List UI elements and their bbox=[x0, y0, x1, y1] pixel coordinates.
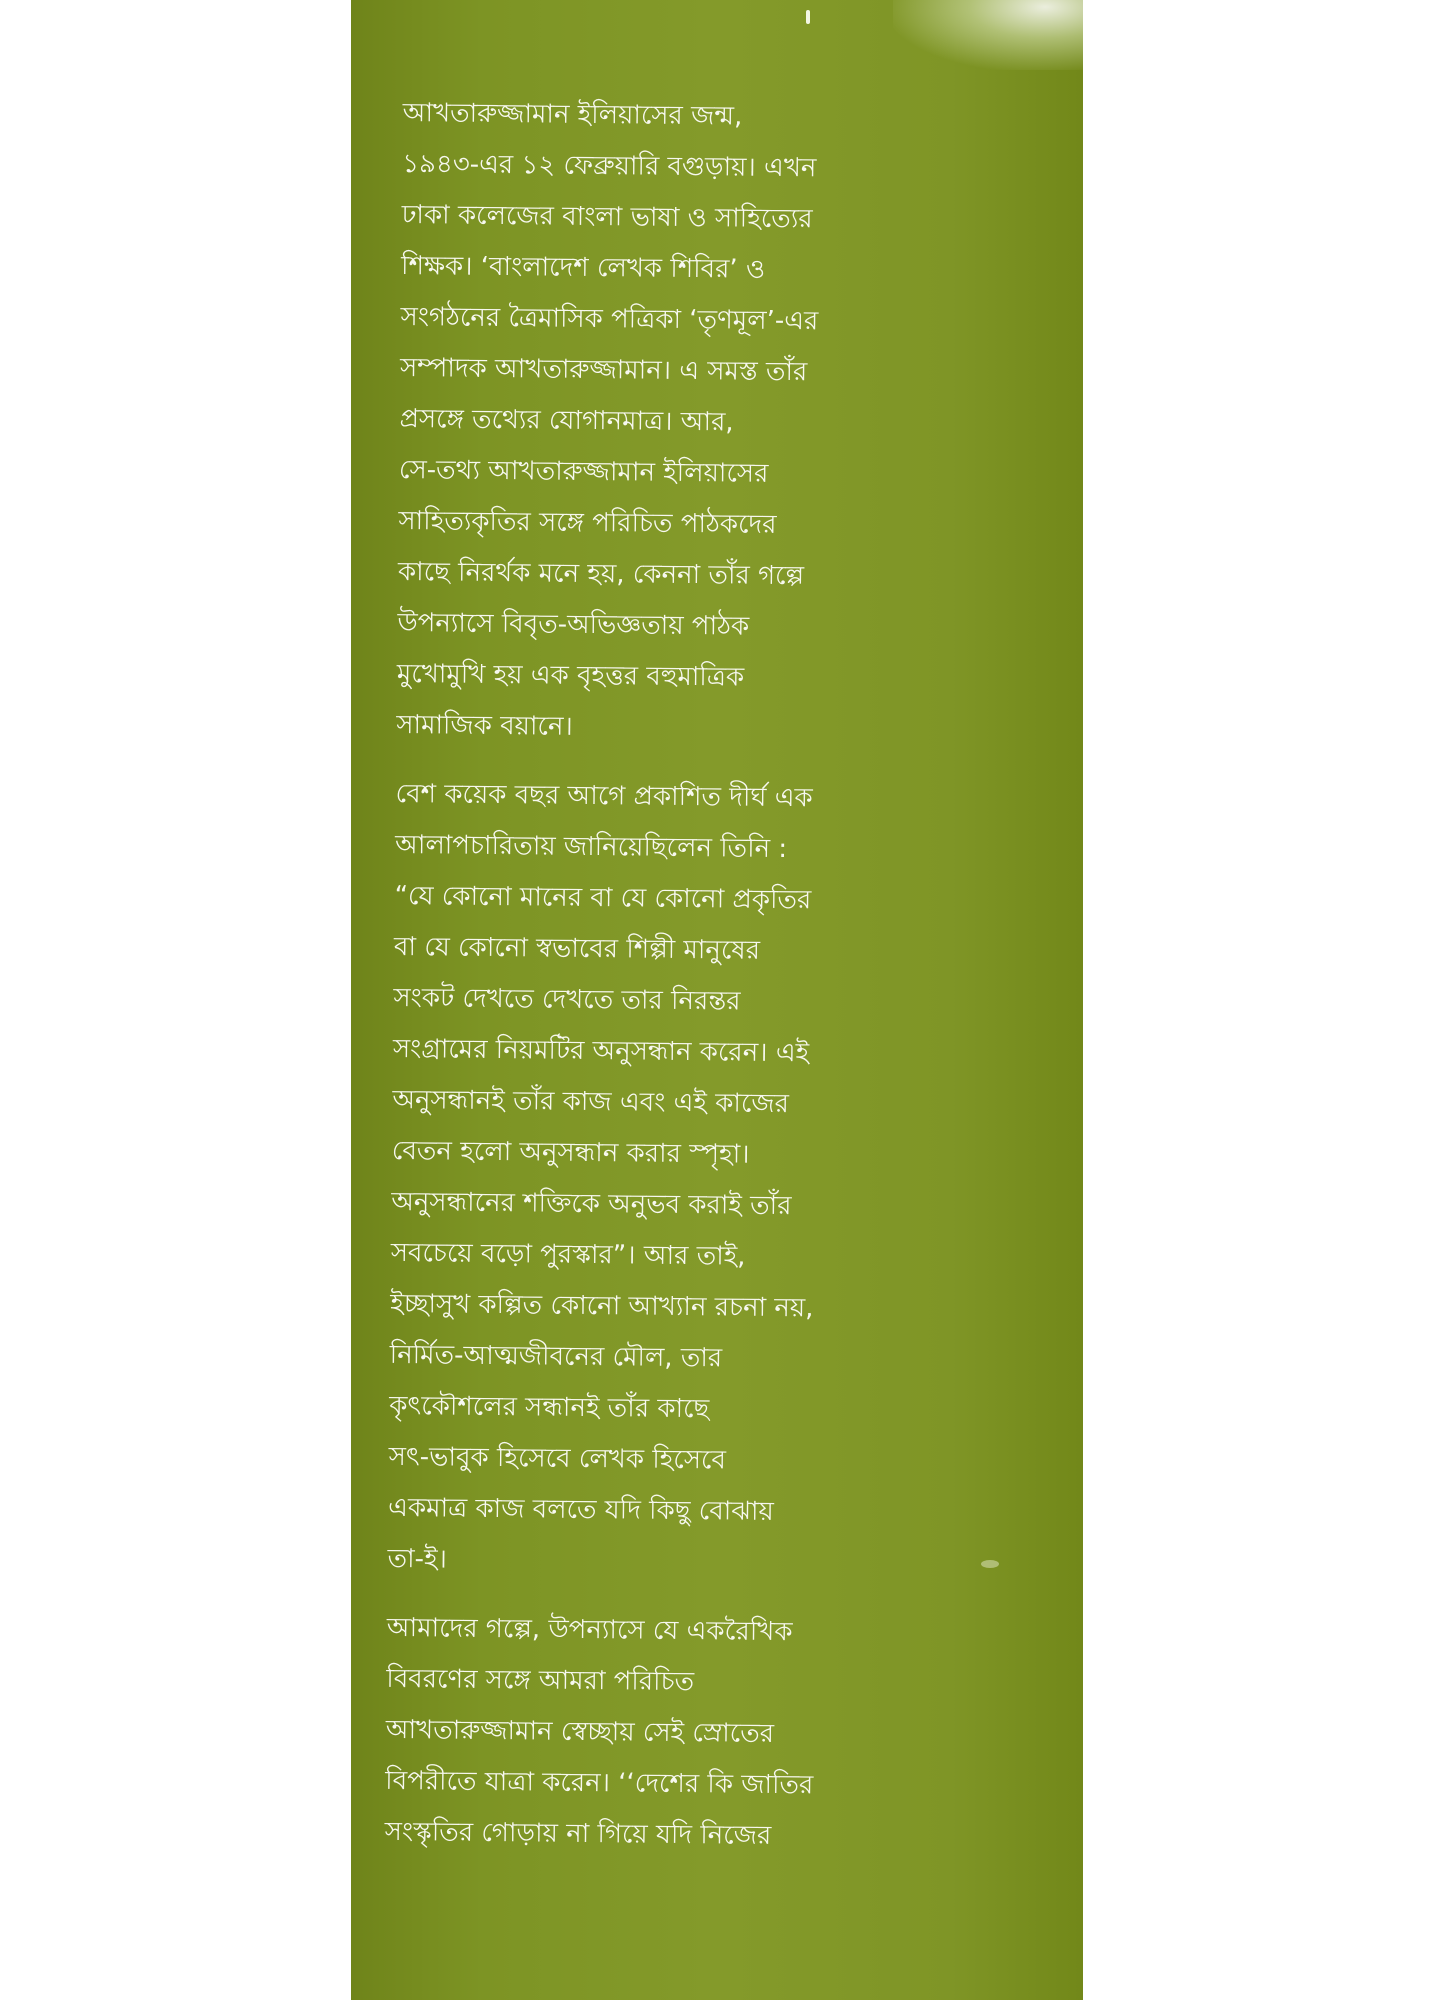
text-line: ১৯৪৩-এর ১২ ফেব্রুয়ারি বগুড়ায়। এখন bbox=[402, 148, 817, 184]
text-line: নির্মিত-আত্মজীবনের মৌল, তার bbox=[389, 1339, 723, 1374]
text-line: ইচ্ছাসুখ কল্পিত কোনো আখ্যান রচনা নয়, bbox=[390, 1288, 814, 1324]
paragraph-3 bbox=[384, 1603, 969, 1864]
text-line: সংগঠনের ত্রৈমাসিক পত্রিকা ‘তৃণমূল’-এর bbox=[400, 301, 819, 337]
text-line: বেশ কয়েক বছর আগে প্রকাশিত দীর্ঘ এক bbox=[395, 778, 813, 814]
text-line: সম্পাদক আখতারুজ্জামান। এ সমস্ত তাঁর bbox=[399, 352, 808, 388]
book-flap bbox=[351, 0, 1083, 2000]
text-line: শিক্ষক। ‘বাংলাদেশ লেখক শিবির’ ও bbox=[400, 250, 766, 285]
flap-text bbox=[384, 88, 985, 1882]
text-line: সংকট দেখতে দেখতে তার নিরন্তর bbox=[393, 982, 741, 1017]
text-line: সাহিত্যকৃতির সঙ্গে পরিচিত পাঠকদের bbox=[398, 505, 777, 540]
paragraph-1 bbox=[396, 88, 985, 757]
text-line: একমাত্র কাজ বলতে যদি কিছু বোঝায় bbox=[387, 1492, 774, 1527]
text-line: বিপরীতে যাত্রা করেন। ‘‘দেশের কি জাতির bbox=[385, 1765, 814, 1801]
text-line: আখতারুজ্জামান স্বেচ্ছায় সেই স্রোতের bbox=[385, 1714, 775, 1749]
text-line: বেতন হলো অনুসন্ধান করার স্পৃহা। bbox=[391, 1135, 750, 1170]
surface-speck bbox=[981, 1560, 999, 1568]
text-line: কৃৎকৌশলের সন্ধানই তাঁর কাছে bbox=[389, 1390, 710, 1425]
text-line: কাছে নিরর্থক মনে হয়, কেননা তাঁর গল্পে bbox=[397, 556, 805, 592]
text-line: ঢাকা কলেজের বাংলা ভাষা ও সাহিত্যের bbox=[401, 199, 813, 235]
text-line: প্রসঙ্গে তথ্যের যোগানমাত্র। আর, bbox=[399, 403, 734, 438]
tick-mark bbox=[806, 10, 810, 24]
text-line: অনুসন্ধানের শক্তিকে অনুভব করাই তাঁর bbox=[391, 1186, 792, 1222]
text-line: বা যে কোনো স্বভাবের শিল্পী মানুষের bbox=[393, 931, 761, 966]
text-line: আখতারুজ্জামান ইলিয়াসের জন্ম, bbox=[402, 97, 743, 132]
text-line: সৎ-ভাবুক হিসেবে লেখক হিসেবে bbox=[388, 1441, 727, 1476]
text-line: উপন্যাসে বিবৃত-অভিজ্ঞতায় পাঠক bbox=[397, 607, 750, 642]
paragraph-2 bbox=[387, 769, 978, 1591]
text-line: সংস্কৃতির গোড়ায় না গিয়ে যদি নিজের bbox=[384, 1816, 772, 1851]
text-line: অনুসন্ধানই তাঁর কাজ এবং এই কাজের bbox=[392, 1084, 790, 1120]
text-line: তা-ই। bbox=[387, 1543, 448, 1575]
text-line: আলাপচারিতায় জানিয়েছিলেন তিনি : bbox=[394, 829, 788, 865]
text-line: মুখোমুখি হয় এক বৃহত্তর বহুমাত্রিক bbox=[396, 658, 745, 693]
text-line: সামাজিক বয়ানে। bbox=[396, 709, 573, 742]
text-line: “যে কোনো মানের বা যে কোনো প্রকৃতির bbox=[394, 880, 812, 916]
text-line: সবচেয়ে বড়ো পুরস্কার”। আর তাই, bbox=[390, 1237, 746, 1272]
text-line: বিবরণের সঙ্গে আমরা পরিচিত bbox=[386, 1663, 695, 1698]
text-line: আমাদের গল্পে, উপন্যাসে যে একরৈখিক bbox=[386, 1612, 793, 1648]
text-line: সংগ্রামের নিয়মটির অনুসন্ধান করেন। এই bbox=[392, 1033, 810, 1069]
text-line: সে-তথ্য আখতারুজ্জামান ইলিয়াসের bbox=[398, 454, 769, 489]
light-glare bbox=[893, 0, 1083, 70]
